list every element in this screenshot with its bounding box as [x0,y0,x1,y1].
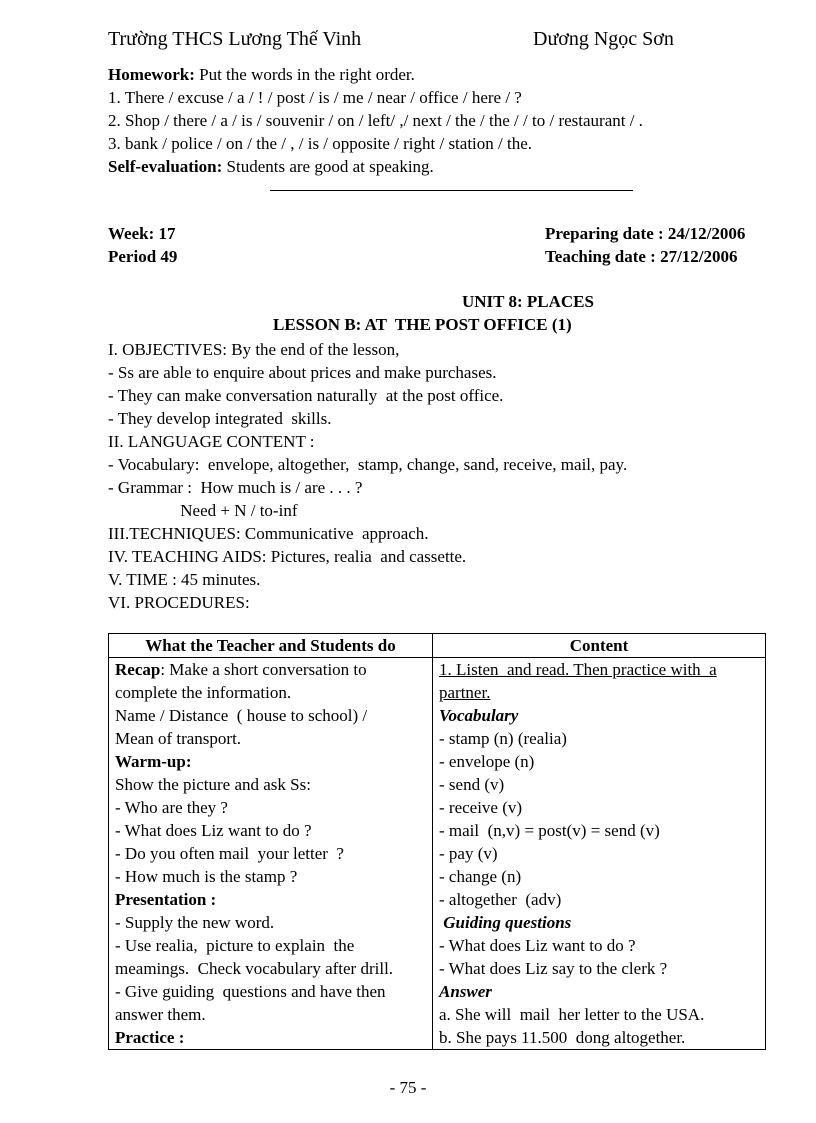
teaching-aids-line: IV. TEACHING AIDS: Pictures, realia and cassette. [108,547,467,566]
activities-cell [109,658,433,1050]
period-label: Period 49 [108,247,178,266]
page-number: - 75 - [389,1078,427,1097]
content-cell [433,658,766,1050]
procedures-heading: VI. PROCEDURES: [108,593,250,612]
teacher-name: Dương Ngọc Sơn [533,28,674,50]
objective-item: - They can make conversation naturally at the post office. [108,386,504,405]
answer-heading: Answer [439,982,492,1001]
guiding-questions-heading: Guiding questions [439,913,572,932]
language-content-heading: II. LANGUAGE CONTENT : [108,432,315,451]
list-item: - What does Liz want to do ? [115,821,312,840]
homework-item: 2. Shop / there / a / is / souvenir / on / left/ ,/ next / the / the / / to / restaurant / . [108,111,643,130]
unit-title: UNIT 8: PLACES [462,292,594,311]
list-item: - What does Liz say to the clerk ? [439,959,668,978]
lesson-title: LESSON B: AT THE POST OFFICE (1) [273,315,572,334]
techniques-line: III.TECHNIQUES: Communicative approach. [108,524,429,543]
list-item: answer them. [115,1005,206,1024]
list-item: - pay (v) [439,844,498,863]
list-item: b. She pays 11.500 dong altogether. [439,1028,686,1047]
section-heading: 1. Listen and read. Then practice with a [439,660,717,679]
objective-item: - They develop integrated skills. [108,409,332,428]
self-evaluation [108,155,434,178]
procedures-table [108,633,766,1050]
col-header-activities: What the Teacher and Students do [109,634,433,658]
self-evaluation-text: Students are good at speaking. [222,157,434,176]
list-item [115,658,426,681]
list-item: - altogether (adv) [439,890,562,909]
homework-heading [108,63,415,86]
vocabulary-line: - Vocabulary: envelope, altogether, stamp, change, sand, receive, mail, pay. [108,455,628,474]
teaching-date: Teaching date : 27/12/2006 [545,247,738,266]
vocabulary-heading: Vocabulary [439,706,519,725]
objective-item: - Ss are able to enquire about prices and make purchases. [108,363,497,382]
week-label: Week: 17 [108,224,176,243]
grammar-line-2: Need + N / to-inf [108,501,298,520]
grammar-line: - Grammar : How much is / are . . . ? [108,478,363,497]
list-item-text: : Make a short conversation to [160,660,367,679]
time-line: V. TIME : 45 minutes. [108,570,261,589]
list-item: - mail (n,v) = post(v) = send (v) [439,821,660,840]
table-row [109,658,766,1050]
list-item: - Do you often mail your letter ? [115,844,344,863]
list-item: - receive (v) [439,798,523,817]
school-name: Trường THCS Lương Thế Vinh [108,28,362,50]
col-header-content: Content [433,634,766,658]
list-item [115,1026,426,1049]
list-item: - Give guiding questions and have then [115,982,386,1001]
homework-item: 1. There / excuse / a / ! / post / is / me / near / office / here / ? [108,88,522,107]
recap-label: Recap [115,660,161,679]
list-item: meamings. Check vocabulary after drill. [115,959,394,978]
list-item: complete the information. [115,683,292,702]
homework-text: Put the words in the right order. [194,65,415,84]
homework-item: 3. bank / police / on / the / , / is / opposite / right / station / the. [108,134,533,153]
list-item: - envelope (n) [439,752,535,771]
preparing-date: Preparing date : 24/12/2006 [545,224,746,243]
divider-line [270,190,633,191]
presentation-label: Presentation : [115,890,217,909]
table-header-row [109,634,766,658]
list-item: - What does Liz want to do ? [439,936,636,955]
self-evaluation-label: Self-evaluation: [108,157,223,176]
list-item: - Supply the new word. [115,913,275,932]
objectives-heading: I. OBJECTIVES: By the end of the lesson, [108,340,400,359]
list-item [115,888,426,911]
list-item: - Use realia, picture to explain the [115,936,355,955]
list-item: - send (v) [439,775,505,794]
list-item: Show the picture and ask Ss: [115,775,311,794]
section-heading: partner. [439,683,491,702]
homework-label: Homework: [108,65,195,84]
warmup-label: Warm-up: [115,752,192,771]
list-item: a. She will mail her letter to the USA. [439,1005,705,1024]
list-item: - Who are they ? [115,798,228,817]
list-item [115,750,426,773]
list-item: Name / Distance ( house to school) / [115,706,368,725]
list-item: - stamp (n) (realia) [439,729,567,748]
list-item: Mean of transport. [115,729,242,748]
practice-label: Practice : [115,1028,185,1047]
list-item: - How much is the stamp ? [115,867,298,886]
list-item: - change (n) [439,867,522,886]
